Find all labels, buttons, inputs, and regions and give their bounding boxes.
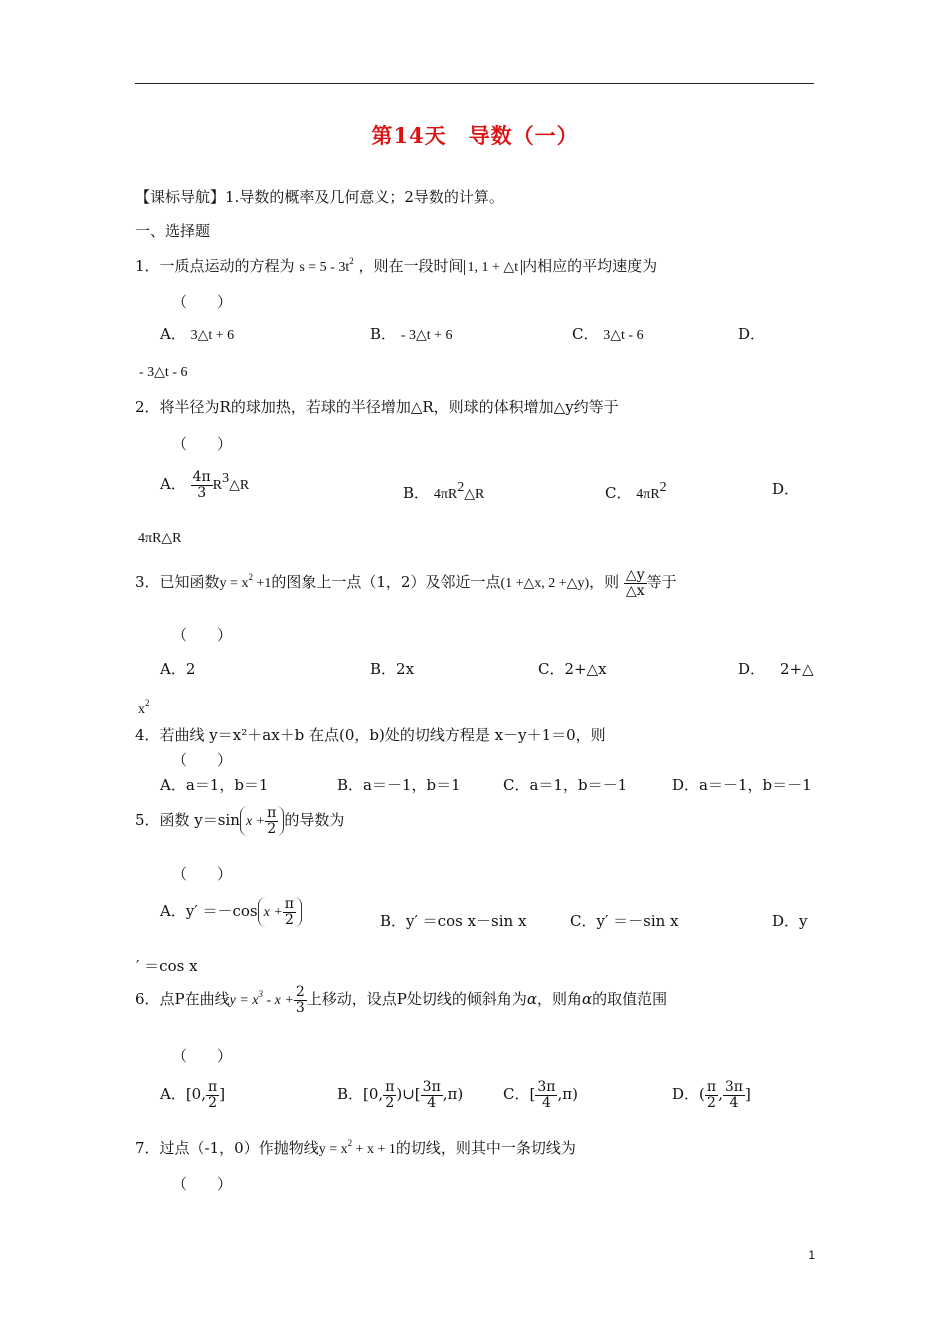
q2-stem: 2．将半径为R的球加热，若球的半径增加△R，则球的体积增加△y约等于 (135, 398, 619, 416)
q2-a-fraction: $\frac{4\pi}{3}$ (192, 469, 211, 501)
page-number: 1 (808, 1248, 815, 1262)
q5-option-c: C．y′ ＝－sin x (570, 912, 679, 930)
q1-stem-b: ，则在一段时间 (358, 257, 464, 275)
q5-blank: （ ） (172, 865, 233, 883)
q6-curve: $y = x^3 - x$ + (229, 989, 294, 1009)
q5-option-b: B．y′ ＝cos x－sin x (380, 912, 527, 930)
q4-option-d: D．a＝－1，b＝－1 (672, 776, 812, 794)
q4-blank: （ ） (172, 751, 233, 769)
q1-option-a: A． 3△t + 6 (160, 325, 235, 343)
q4-option-a: A．a＝1，b＝1 (160, 776, 269, 794)
q2-blank: （ ） (172, 435, 233, 453)
q3-point: (1 +△x, 2 +△y) (500, 576, 590, 592)
header-rule (135, 83, 814, 84)
q1-option-d: - 3△t - 6 (139, 365, 188, 380)
q7-curve: $y = x^2 + x + 1$ (318, 1138, 396, 1157)
q2-option-b: B． $4\pi R^2\triangle R$ (403, 480, 485, 502)
q2-option-c: C． $4\pi R^2$ (605, 480, 667, 502)
q3-option-d-label: D． (738, 660, 766, 678)
q3-option-d: 2+△ (780, 660, 814, 678)
q3-option-b: B．2x (370, 660, 415, 678)
q5-option-d: D．y (772, 912, 808, 930)
q6-option-c: C．[ $\frac{3\pi}{4}$ ,π) (503, 1079, 578, 1111)
q1-option-c: C． 3△t - 6 (572, 325, 644, 343)
q2-option-d-label: D． (772, 480, 800, 498)
page-title: 第14天 导数（一） (371, 123, 579, 148)
q3-stem: 3．已知函数$y = x^2 +1$的图象上一点（1，2）及邻近一点(1 +△x, 2 +△y)，则 $\frac{\triangle y}{\triangle x}$ 等于 (135, 567, 677, 599)
section-heading: 一、选择题 (135, 222, 211, 240)
q2-option-d: 4πR△R (138, 531, 182, 546)
intro-line (135, 188, 504, 206)
q3-blank: （ ） (172, 626, 233, 644)
q5-paren: x + $\frac{\pi}{2}$ (240, 806, 284, 836)
intro-label: 【课标导航】 (135, 188, 226, 206)
q5-option-d-cont: ′ ＝cos x (136, 957, 198, 975)
q7-blank: （ ） (172, 1175, 233, 1193)
q1-interval: 1, 1 + △t (464, 260, 523, 275)
q3-fraction: $\frac{\triangle y}{\triangle x}$ (625, 567, 645, 599)
q7-stem: 7．过点（-1，0）作抛物线$y = x^2 + x + 1$的切线，则其中一条切线为 (135, 1138, 576, 1157)
q6-blank: （ ） (172, 1047, 233, 1065)
q1-stem-c: 内相应的平均速度为 (522, 257, 658, 275)
q4-option-c: C．a＝1，b＝－1 (503, 776, 628, 794)
q1-option-d-label: D． (738, 325, 766, 343)
q2-option-a: A． $\frac{4\pi}{3}$ $R^3\triangle R$ (160, 469, 250, 501)
intro-text: 1.导数的概率及几何意义；2导数的计算。 (225, 188, 504, 206)
q1-blank: （ ） (172, 293, 233, 311)
q5-stem: 5．函数 y＝sin x + $\frac{\pi}{2}$ 的导数为 (135, 805, 345, 837)
q4-option-b: B．a＝－1，b＝1 (337, 776, 461, 794)
q6-option-d: D．( $\frac{\pi}{2}$ , $\frac{3\pi}{4}$ ] (672, 1079, 751, 1111)
q6-option-a: A．[0, $\frac{\pi}{2}$ ] (160, 1079, 226, 1111)
q3-func: $y = x^2 +1$ (219, 572, 272, 592)
q1-expr: $s = 5 - 3t^2$ (299, 256, 354, 275)
q6-stem: 6．点P在曲线$y = x^3 - x$ + $\frac{2}{3}$ 上移动，设点P处切线的倾斜角为α，则角α的取值范围 (135, 984, 668, 1016)
q4-stem: 4．若曲线 y＝x²＋ax＋b 在点(0，b)处的切线方程是 x－y＋1＝0，则 (135, 726, 606, 744)
q3-option-a: A．2 (160, 660, 196, 678)
q1-stem (135, 256, 657, 277)
q3-option-d-cont: $x^2$ (138, 698, 150, 717)
q1-stem-a: 1．一质点运动的方程为 (135, 257, 295, 275)
q5-option-a: A．y′ ＝－cos x + $\frac{\pi}{2}$ (160, 897, 302, 927)
q3-option-c: C．2+△x (538, 660, 607, 678)
q6-option-b: B．[0, $\frac{\pi}{2}$ )∪[ $\frac{3\pi}{4}$ ,π) (337, 1079, 464, 1111)
q1-option-b: B． - 3△t + 6 (370, 325, 453, 343)
